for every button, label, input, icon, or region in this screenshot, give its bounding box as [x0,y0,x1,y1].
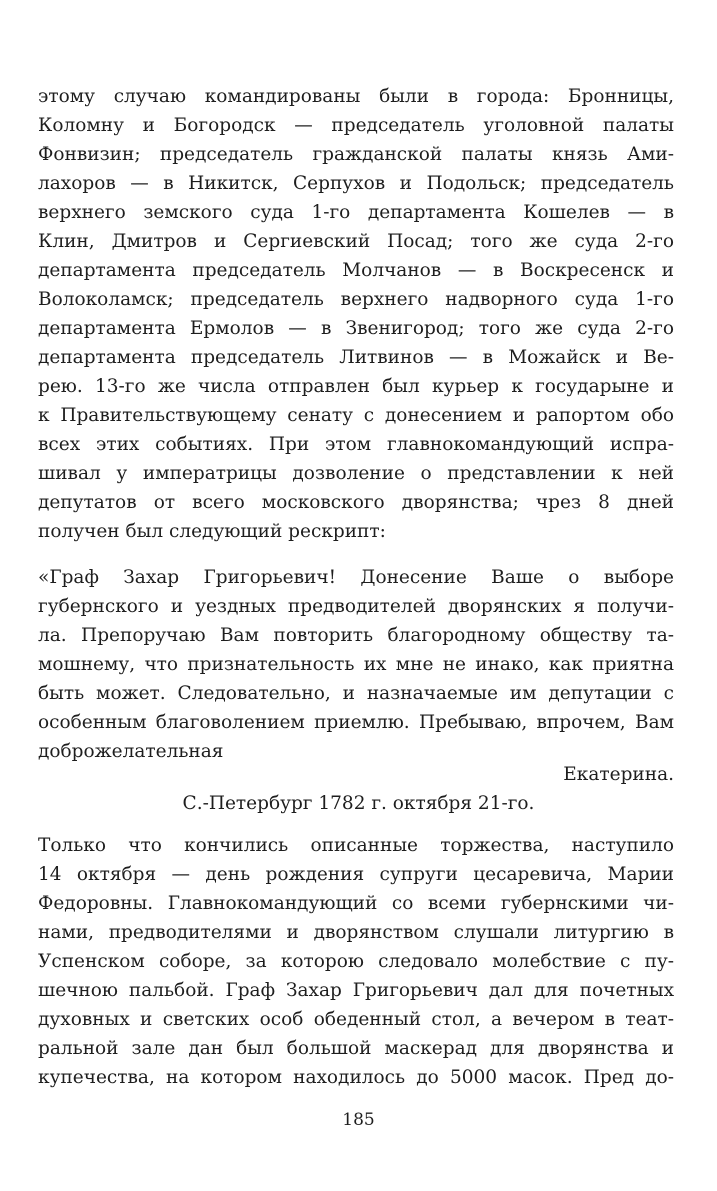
text-line: Федоровны. Главнокомандующий со всеми губернскими чи- [38,893,674,914]
text-line: Клин, Дмитров и Сергиевский Посад; того же суда 2-го [38,231,674,252]
rescript-quote [38,563,674,766]
text-line: рею. 13-го же числа отправлен был курьер к государыне и [38,376,674,397]
text-line: этому случаю командированы были в города: Бронницы, [38,86,674,107]
text-line: шечною пальбой. Граф Захар Григорьевич дал для почетных [38,980,674,1001]
paragraph-1 [38,82,674,546]
text-line: департамента Ермолов — в Звенигород; того же суда 2-го [38,318,674,339]
text-line: ральной зале дан был большой маскерад для дворянства и [38,1038,674,1059]
page-number: 185 [342,1110,375,1130]
text-line: депутатов от всего московского дворянства; чрез 8 дней [38,492,674,513]
text-line: 14 октября — день рождения супруги цесаревича, Марии [38,864,674,885]
signature: Екатерина. [563,764,674,785]
quote-line: быть может. Следовательно, и назначаемые им депутации с [38,683,674,704]
text-line: всех этих событиях. При этом главнокомандующий испра- [38,434,674,455]
text-line: Волоколамск; председатель верхнего надворного суда 1-го [38,289,674,310]
quote-line: губернского и уездных предводителей дворянских я получи- [38,596,674,617]
text-line: Фонвизин; председатель гражданской палаты князь Ами- [38,144,674,165]
paragraph-2 [38,831,674,1092]
text-line: духовных и светских особ обеденный стол, а вечером в теат- [38,1009,674,1030]
text-line: нами, предводителями и дворянством слушали литургию в [38,922,674,943]
quote-line: особенным благоволением приемлю. Пребываю, впрочем, Вам [38,712,674,733]
quote-line: ла. Препоручаю Вам повторить благородному обществу та- [38,625,674,646]
text-line: департамента председатель Молчанов — в Воскресенск и [38,260,674,281]
text-line: Только что кончились описанные торжества, наступило [38,835,674,856]
text-line: верхнего земского суда 1-го департамента Кошелев — в [38,202,674,223]
text-line: шивал у императрицы дозволение о представлении к ней [38,463,674,484]
quote-line: мошнему, что признательность их мне не инако, как приятна [38,654,674,675]
dateline: С.-Петербург 1782 г. октября 21-го. [182,793,535,814]
text-line: лахоров — в Никитск, Серпухов и Подольск; председатель [38,173,674,194]
text-line: Успенском соборе, за которою следовало молебствие с пу- [38,951,674,972]
quote-line: доброжелательная [38,741,224,762]
text-line: купечества, на котором находилось до 5000 масок. Пред до- [38,1067,674,1088]
text-line: к Правительствующему сенату с донесением и рапортом обо [38,405,674,426]
text-line: Коломну и Богородск — председатель уголовной палаты [38,115,674,136]
text-line: департамента председатель Литвинов — в Можайск и Ве- [38,347,674,368]
quote-line: «Граф Захар Григорьевич! Донесение Ваше о выборе [38,567,674,588]
text-line: получен был следующий рескрипт: [38,521,386,542]
